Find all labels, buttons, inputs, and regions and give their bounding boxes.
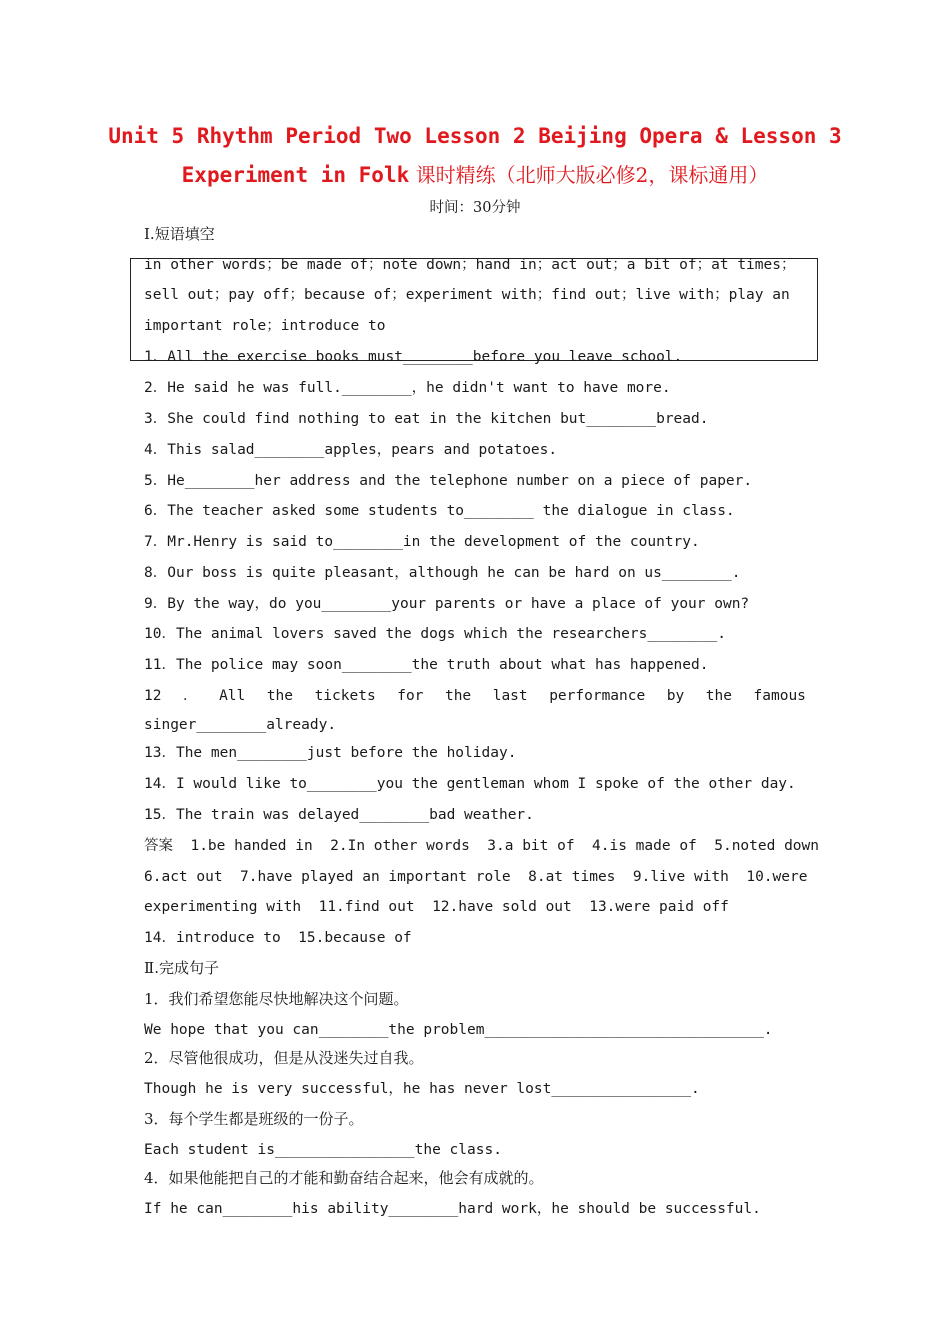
question-item: 3．She could find nothing to eat in the kitchen but________bread. <box>144 411 709 427</box>
sentence-english: Each student is________________the class. <box>144 1142 502 1158</box>
word: 12 <box>144 688 162 704</box>
word: performance <box>549 688 646 704</box>
phrase-line: sell out；pay off；because of；experiment with；find out；live with；play an <box>144 287 790 303</box>
answer-line: 6.act out 7.have played an important role 8.at times 9.live with 10.were <box>144 869 808 885</box>
section-2-heading: Ⅱ.完成句子 <box>144 959 219 977</box>
answer-line: experimenting with 11.find out 12.have sold out 13.were paid off <box>144 899 729 915</box>
sentence-english: Though he is very successful，he has never lost________________. <box>144 1081 700 1097</box>
question-item: 11．The police may soon________the truth about what has happened. <box>144 657 709 673</box>
title-line-2 <box>0 159 950 188</box>
title-english: Experiment in Folk <box>181 163 410 187</box>
question-item: 6．The teacher asked some students to________ the dialogue in class. <box>144 503 735 519</box>
word: the <box>266 688 294 704</box>
question-item: 7．Mr.Henry is said to________in the development of the country. <box>144 534 700 550</box>
phrase-line: important role；introduce to <box>144 318 386 334</box>
question-item: 9．By the way，do you________your parents or have a place of your own? <box>144 596 750 612</box>
word: the <box>705 688 732 704</box>
question-item: 14．I would like to________you the gentleman whom I spoke of the other day. <box>144 776 796 792</box>
word: the <box>444 688 472 704</box>
question-item-12-cont: singer________already. <box>144 717 337 733</box>
answer-line: 14．introduce to 15.because of <box>144 930 412 946</box>
question-item: 10．The animal lovers saved the dogs which the researchers________. <box>144 626 726 642</box>
word: for <box>397 688 424 704</box>
sentence-english: If he can________his ability________hard work，he should be successful. <box>144 1201 761 1217</box>
word: by <box>666 688 685 704</box>
question-item: 8．Our boss is quite pleasant，although he can be hard on us________. <box>144 565 741 581</box>
question-item: 1．All the exercise books must________before you leave school. <box>144 349 683 365</box>
word: famous <box>753 688 806 704</box>
question-item-12 <box>144 686 806 706</box>
sentence-chinese: 2．尽管他很成功，但是从没迷失过自我。 <box>144 1049 424 1067</box>
time-limit: 时间：30分钟 <box>429 200 521 216</box>
word: tickets <box>314 688 376 704</box>
word: All <box>219 688 246 704</box>
section-1-heading: Ⅰ.短语填空 <box>144 225 215 243</box>
question-item: 2．He said he was full.________，he didn't want to have more. <box>144 380 671 396</box>
question-item: 13．The men________just before the holiday. <box>144 745 517 761</box>
title-line-1: Unit 5 Rhythm Period Two Lesson 2 Beijing Opera & Lesson 3 <box>108 124 842 148</box>
answer-line: 答案 1.be handed in 2.In other words 3.a bit of 4.is made of 5.noted down <box>144 838 820 854</box>
phrase-line: in other words；be made of；note down；hand in；act out；a bit of；at times； <box>144 257 796 273</box>
sentence-chinese: 3．每个学生都是班级的一份子。 <box>144 1110 364 1128</box>
sentence-chinese: 1．我们希望您能尽快地解决这个问题。 <box>144 990 409 1008</box>
sentence-english: We hope that you can________the problem________________________________. <box>144 1022 773 1038</box>
question-item: 15．The train was delayed________bad weather. <box>144 807 534 823</box>
question-item: 4．This salad________apples，pears and potatoes. <box>144 442 558 458</box>
word: last <box>492 688 528 704</box>
title-chinese: 课时精练（北师大版必修2，课标通用） <box>409 163 769 187</box>
question-item: 5．He________her address and the telephone number on a piece of paper. <box>144 473 753 489</box>
word: ． <box>183 688 198 704</box>
sentence-chinese: 4．如果他能把自己的才能和勤奋结合起来，他会有成就的。 <box>144 1169 544 1187</box>
